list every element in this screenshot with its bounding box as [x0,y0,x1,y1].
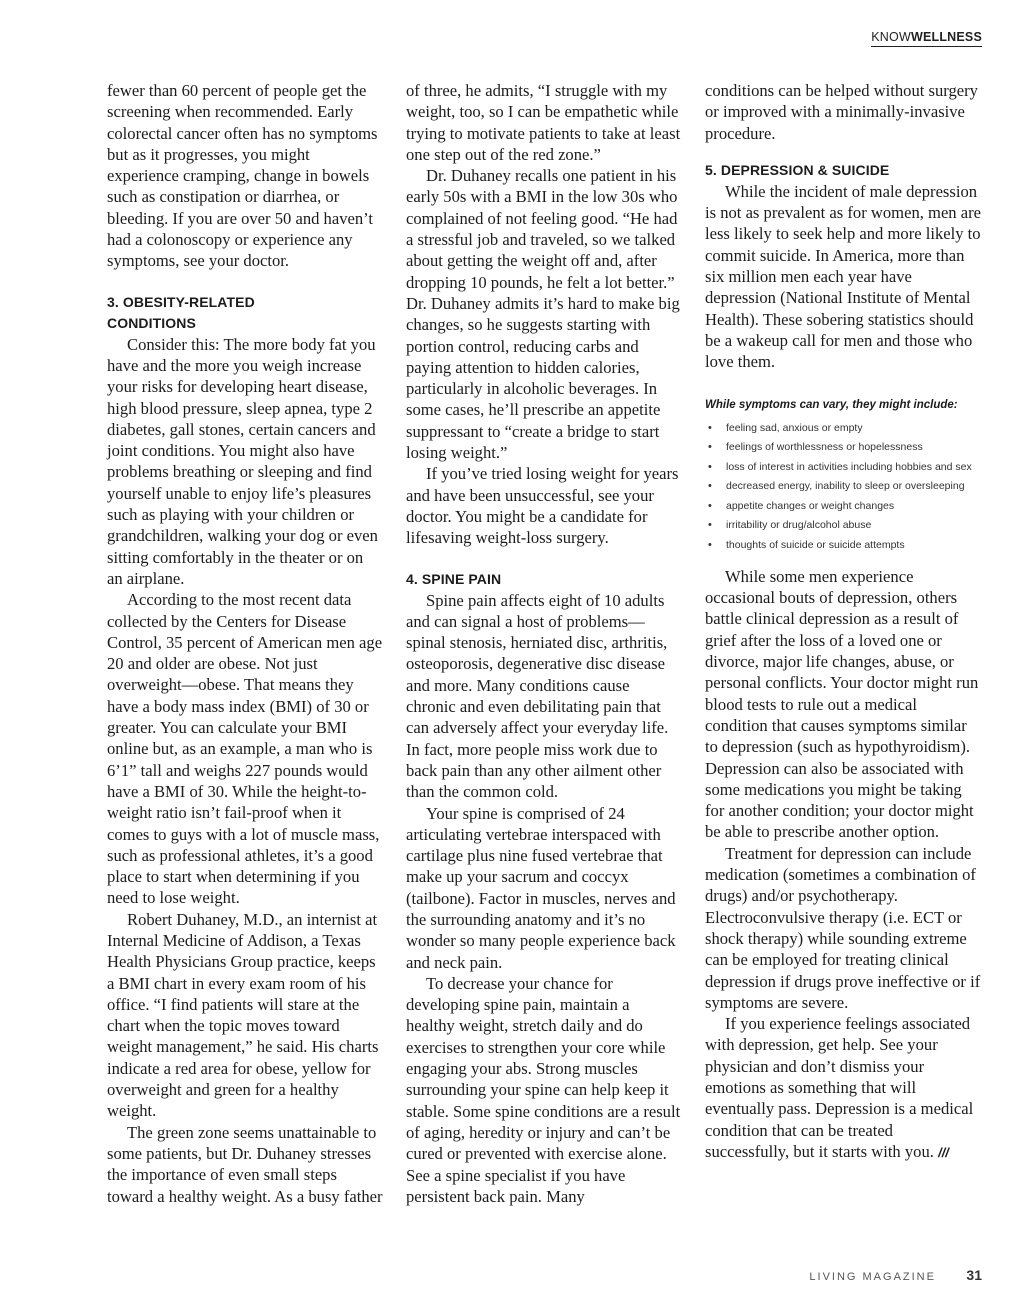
heading-depression-suicide: 5. DEPRESSION & SUICIDE [705,161,890,178]
paragraph-according: According to the most recent data collected by the Centers for Disease Control, 35 percent of American men age 20 and older are obese. Not just overweight—obese. That means they have a body mass index (BMI) of 30 or greater. You can calculate your BMI online but, as an example, a man who is 6’1” tall and weighs 227 pounds would have a BMI of 30. While the height-to-weight ratio isn’t fail-proof when it comes to guys with a lot of muscle mass, such as professional athletes, it’s a good place to start when determining if you need to lose weight. [107,590,383,908]
page-footer [809,1267,982,1285]
symptoms-intro: While symptoms can vary, they might include: [705,398,958,411]
paragraph-get-help-text: If you experience feelings associated with depression, get help. See your physician and don’t dismiss your emotions as something that will eventually pass. Depression is a medical condition that can be treated successfully, but it starts with you. [705,1014,974,1161]
section-label-wellness: WELLNESS [910,30,982,44]
heading-obesity [107,292,383,334]
paragraph-colorectal-continued: fewer than 60 percent of people get the screening when recommended. Early colorectal cancer often has no symptoms but as it progresses, you might experience cramping, change in bowels such as constipation or diarrhea, or bleeding. If you are over 50 and haven’t had a colonoscopy or experience any symptoms, see your doctor. [107,81,378,271]
section-label [871,30,982,47]
paragraph-conditions-continued: conditions can be helped without surgery or improved with a minimally-invasive procedure. [705,81,978,143]
paragraph-spine-pain: Spine pain affects eight of 10 adults and can signal a host of problems—spinal stenosis, herniated disc, arthritis, osteoporosis, degenerative disc disease and more. Many conditions cause chronic and even debilitating pain that can adversely affect your everyday life. In fact, more people miss work due to back pain than any other ailment other than the common cold. [406,590,669,802]
page-number: 31 [966,1267,982,1283]
paragraph-your-spine: Your spine is comprised of 24 articulating vertebrae interspaced with cartilage plus nine fused vertebrae that make up your sacrum and coccyx (tailbone). Factor in muscles, nerves and the surrounding anatomy and it’s no wonder so many people experience back and neck pain. [406,803,676,972]
paragraph-decrease: To decrease your chance for developing spine pain, maintain a healthy weight, stretch daily and do exercises to strengthen your core while engaging your abs. Strong muscles surrounding your spine can help keep it stable. Some spine conditions are a result of aging, heredity or injury and can’t be cured or prevented with exercise alone. See a spine specialist if you have persistent back pain. Many [406,973,681,1206]
paragraph-recalls: Dr. Duhaney recalls one patient in his early 50s with a BMI in the low 30s who complained of not feeling good. “He had a stressful job and traveled, so we talked about getting the weight off and, after dropping 10 pounds, he felt a lot better.” Dr. Duhaney admits it’s hard to make big changes, so he suggests starting with portion control, reducing carbs and paying attention to hidden calories, particularly in alcoholic beverages. In some cases, he’ll prescribe an appetite suppressant to “create a bridge to start losing weight.” [406,166,680,463]
article-column-1 [107,80,383,1207]
paragraph-consider: Consider this: The more body fat you have and the more you weigh increase your risks for developing heart disease, high blood pressure, sleep apnea, type 2 diabetes, gall stones, certain cancers and joint conditions. You might also have problems breathing or sleeping and find yourself unable to enjoy life’s pleasures such as playing with your children or grandchildren, walking your dog or even sitting comfortably in the theater or on an airplane. [107,334,378,588]
heading-obesity-line2: CONDITIONS [107,314,196,331]
magazine-name: LIVING MAGAZINE [809,1271,936,1283]
paragraph-green-zone: The green zone seems unattainable to some patients, but Dr. Duhaney stresses the importance of even small steps toward a healthy weight. As a busy father [107,1122,383,1206]
end-mark: /// [938,1144,949,1160]
paragraph-get-help [705,1013,981,1163]
paragraph-robert-duhaney: Robert Duhaney, M.D., an internist at Internal Medicine of Addison, a Texas Health Physicians Group practice, keeps a BMI chart in every exam room of his office. “I find patients will stare at the chart when the topic moves toward weight management,” he said. His charts indicate a red area for obese, yellow for overweight and green for a healthy weight. [107,909,379,1121]
symptom-item: • loss of interest in activities including hobbies and sex [705,461,981,474]
symptom-item: • irritability or drug/alcohol abuse [705,519,981,532]
article-column-2 [406,80,682,1207]
heading-spine-pain: 4. SPINE PAIN [406,570,502,587]
symptoms-list [705,422,981,552]
symptom-item: • feelings of worthlessness or hopelessness [705,441,981,454]
symptom-item: • feeling sad, anxious or empty [705,422,981,435]
symptom-item: • decreased energy, inability to sleep or oversleeping [705,480,981,493]
symptom-item: • thoughts of suicide or suicide attempts [705,539,981,552]
paragraph-tried-losing: If you’ve tried losing weight for years and have been unsuccessful, see your doctor. You might be a candidate for lifesaving weight-loss surgery. [406,464,679,548]
paragraph-treatment: Treatment for depression can include medication (sometimes a combination of drugs) and/or psychotherapy. Electroconvulsive therapy (i.e. ECT or shock therapy) while sounding extreme can be employed for treating clinical depression if drugs prove ineffective or if symptoms are severe. [705,843,981,1012]
paragraph-incident: While the incident of male depression is not as prevalent as for women, men are less likely to seek help and more likely to commit suicide. In America, more than six million men each year have depression (National Institute of Mental Health). These sobering statistics should be a wakeup call for men and those who love them. [705,181,982,372]
paragraph-occasional-bouts: While some men experience occasional bouts of depression, others battle clinical depression as a result of grief after the loss of a loved one or divorce, major life changes, abuse, or personal conflicts. Your doctor might run blood tests to rule out a medical condition that causes symptoms similar to depression (such as hypothyroidism). Depression can also be associated with some medications you might be taking for another condition; your doctor might be able to prescribe another option. [705,566,979,842]
paragraph-father-continued: of three, he admits, “I struggle with my weight, too, so I can be empathetic while trying to motivate patients to take at least one step out of the red zone.” [406,81,681,164]
section-label-know: KNOW [871,30,911,44]
symptom-item: • appetite changes or weight changes [705,500,981,513]
heading-obesity-line1: 3. OBESITY-RELATED [107,293,255,310]
article-column-3 [705,80,981,1163]
